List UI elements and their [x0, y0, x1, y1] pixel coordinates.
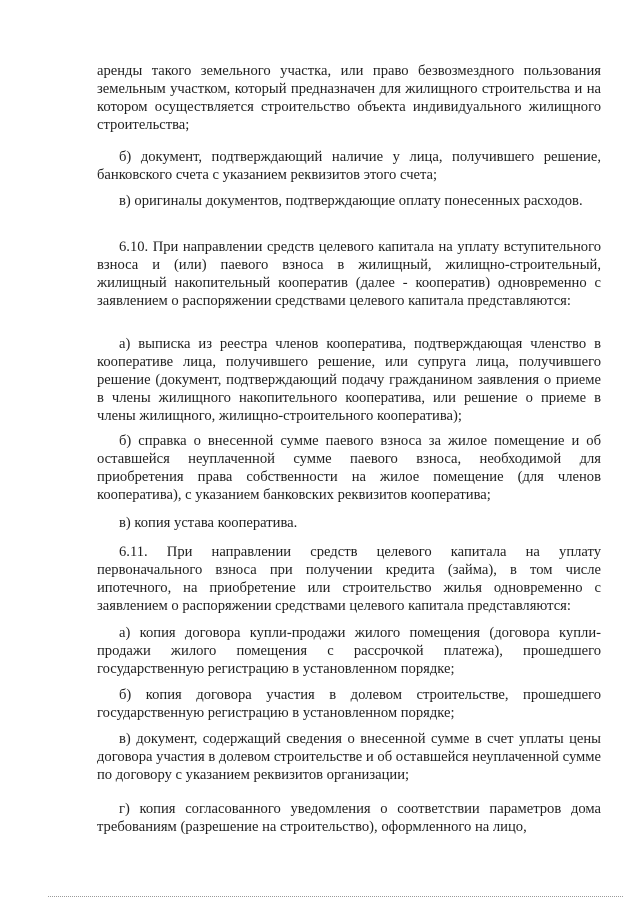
- paragraph-item-a-sale-contract: а) копия договора купли-продажи жилого помещения (договора купли-продажи жилого помещения с рассрочкой платежа), прошедшего государственную регистрацию в установленном порядке;: [97, 625, 601, 677]
- paragraph-section-6-11: 6.11. При направлении средств целевого капитала на уплату первоначального взноса при получении кредита (займа), в том числе ипотечного, на приобретение или строительство жилья одновременно с заявлением о распоряжении средствами целевого капитала представляются:: [97, 544, 601, 614]
- paragraph-land-lease: аренды такого земельного участка, или право безвозмездного пользования земельным участком, который предназначен для жилищного строительства и на котором осуществляется строительство объекта индивидуального жилищного строительства;: [97, 63, 601, 133]
- paragraph-item-b-shared-construction: б) копия договора участия в долевом строительстве, прошедшего государственную регистрацию в установленном порядке;: [97, 687, 601, 721]
- paragraph-item-v-original-documents: в) оригиналы документов, подтверждающие оплату понесенных расходов.: [119, 193, 583, 209]
- paragraph-item-g-construction-notice: г) копия согласованного уведомления о соответствии параметров дома требованиям (разрешение на строительство), оформленного на лицо,: [97, 801, 601, 835]
- paragraph-item-b-share-fee-certificate: б) справка о внесенной сумме паевого взноса за жилое помещение и об оставшейся неуплаченной сумме паевого взноса, необходимой для приобретения права собственности на жилое помещение (для членов кооператива), с указанием банковских реквизитов кооператива;: [97, 433, 601, 503]
- page-bottom-divider: [48, 896, 623, 897]
- paragraph-item-v-charter-copy: в) копия устава кооператива.: [119, 515, 298, 531]
- paragraph-item-b-bank-account: б) документ, подтверждающий наличие у лица, получившего решение, банковского счета с указанием реквизитов этого счета;: [97, 149, 601, 183]
- paragraph-item-v-payment-info: в) документ, содержащий сведения о внесенной сумме в счет уплаты цены договора участия в долевом строительстве и об оставшейся неуплаченной сумме по договору с указанием реквизитов организации;: [97, 731, 601, 783]
- paragraph-item-a-registry-extract: а) выписка из реестра членов кооператива, подтверждающая членство в кооперативе лица, получившего решение, или супруга лица, получившего решение (документ, подтверждающий подачу гражданином заявления о приеме в члены жилищного накопительного кооператива, или решение о приеме в члены жилищного, жилищно-строительного кооператива);: [97, 336, 601, 424]
- paragraph-section-6-10: 6.10. При направлении средств целевого капитала на уплату вступительного взноса и (или) паевого взноса в жилищный, жилищно-строительный, жилищный накопительный кооператив (далее - кооператив) одновременно с заявлением о распоряжении средствами целевого капитала представляются:: [97, 239, 601, 309]
